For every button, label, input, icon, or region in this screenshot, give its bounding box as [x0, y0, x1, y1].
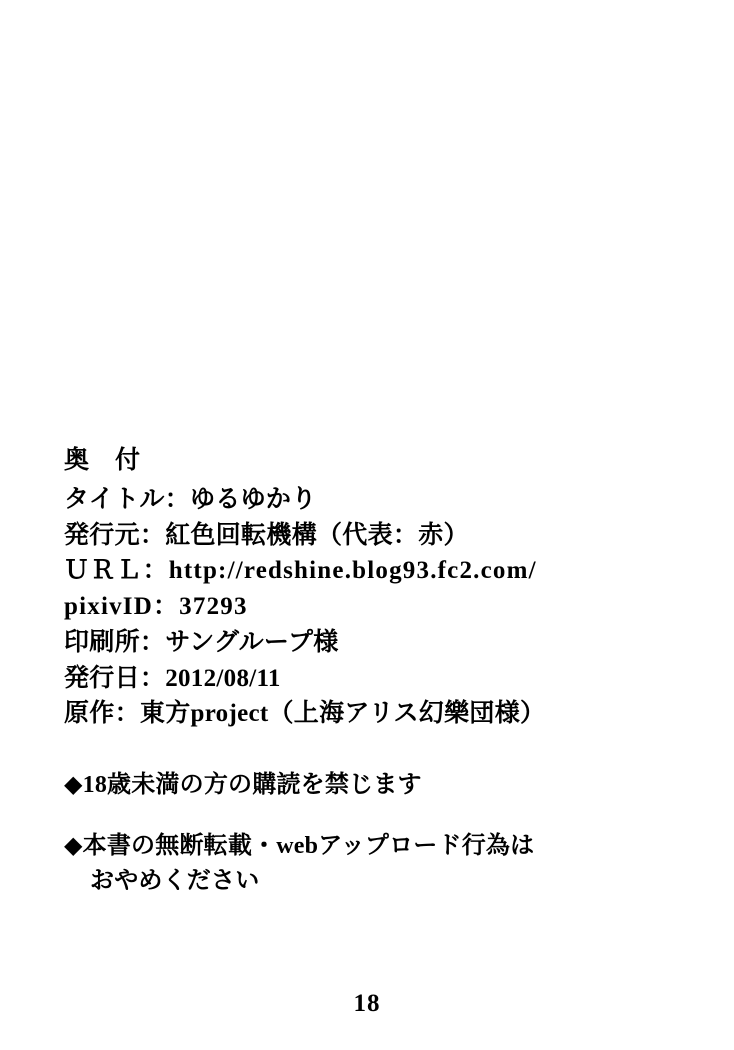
colophon-info-list — [64, 482, 684, 732]
colophon-item-printer: 印刷所：サングループ様 — [64, 628, 339, 656]
notice-age-restriction-line: ◆18歳未満の方の購読を禁じます — [64, 772, 422, 798]
colophon-item-publisher: 発行元：紅色回転機構（代表：赤） — [64, 521, 469, 549]
notice-age-restriction — [64, 768, 684, 803]
colophon-item-pixiv-id: pixivID：37293 — [64, 593, 248, 620]
colophon-item-url: ＵＲＬ：http://redshine.blog93.fc2.com/ — [64, 557, 537, 585]
colophon-item-original-work: 原作：東方project（上海アリス幻樂団様） — [64, 700, 546, 728]
colophon-block — [64, 444, 684, 924]
notice-no-reupload-line1: ◆本書の無断転載・webアップロード行為は — [64, 832, 535, 859]
page-number: 18 — [353, 990, 381, 1017]
notice-no-reupload-line2: おやめください — [90, 867, 260, 894]
notice-block — [64, 768, 684, 898]
notice-no-reupload — [64, 829, 684, 899]
colophon-heading: 奥 付 — [64, 447, 141, 474]
colophon-item-release-date: 発行日：2012/08/11 — [64, 664, 281, 692]
colophon-item-title: タイトル：ゆるゆかり — [64, 485, 317, 513]
